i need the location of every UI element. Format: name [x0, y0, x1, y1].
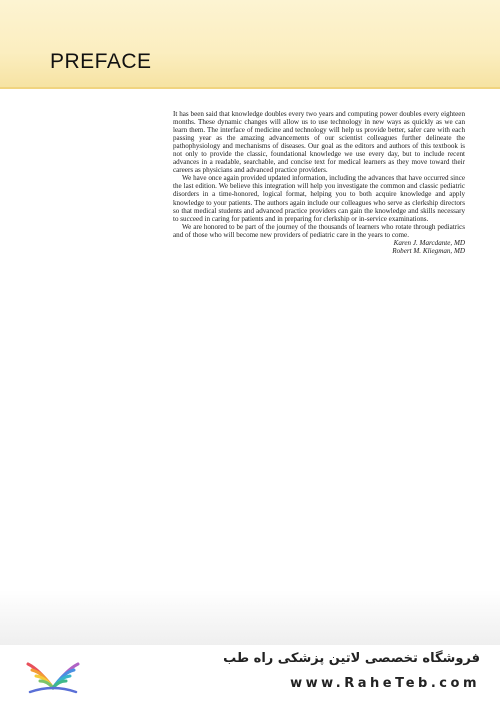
signature-author-2: Robert M. Kliegman, MD [392, 246, 465, 255]
header-divider [0, 87, 500, 89]
preface-paragraph-3: We are honored to be part of the journey of the thousands of learners who rotate through pediatrics and of those who will become new providers of pediatric care in the years to come. [173, 222, 465, 239]
signature-author-1: Karen J. Marcdante, MD [393, 238, 465, 247]
preface-body [173, 110, 465, 255]
footer-shadow [0, 590, 500, 645]
preface-paragraph-1: It has been said that knowledge doubles every two years and computing power doubles every eighteen months. These dynamic changes will allow us to use technology in new ways as quickly as we can learn them. The interface of medicine and technology will help us provide better, safer care with each passing year as the amazing advancements of our scientist colleagues further delineate the pathophysiology and mechanisms of diseases. Our goal as the editors and authors of this textbook is not only to provide the classic, foundational knowledge we use every day, but to include recent advances in a readable, searchable, and concise text for medical learners as they move toward their careers as physicians and advanced practice providers. [173, 110, 465, 175]
store-url-link[interactable]: www.RaheTeb.com [290, 676, 480, 691]
store-name: فروشگاه تخصصی لاتین پزشکی راه طب [223, 651, 480, 666]
preface-paragraph-2: We have once again provided updated information, including the advances that have occurred since the last edition. We believe this integration will help you investigate the common and classic pediatric disorders in a time-honored, logical format, helping you to both acquire knowledge and apply knowledge to your patients. The authors again include our colleagues who serve as clerkship directors so that medical students and advanced practice providers can gain the knowledge and skills necessary to succeed in caring for patients and in preparing for clerkship or in-service examinations. [173, 174, 465, 223]
open-book-logo-icon [22, 654, 84, 701]
page-title: PREFACE [50, 50, 152, 73]
